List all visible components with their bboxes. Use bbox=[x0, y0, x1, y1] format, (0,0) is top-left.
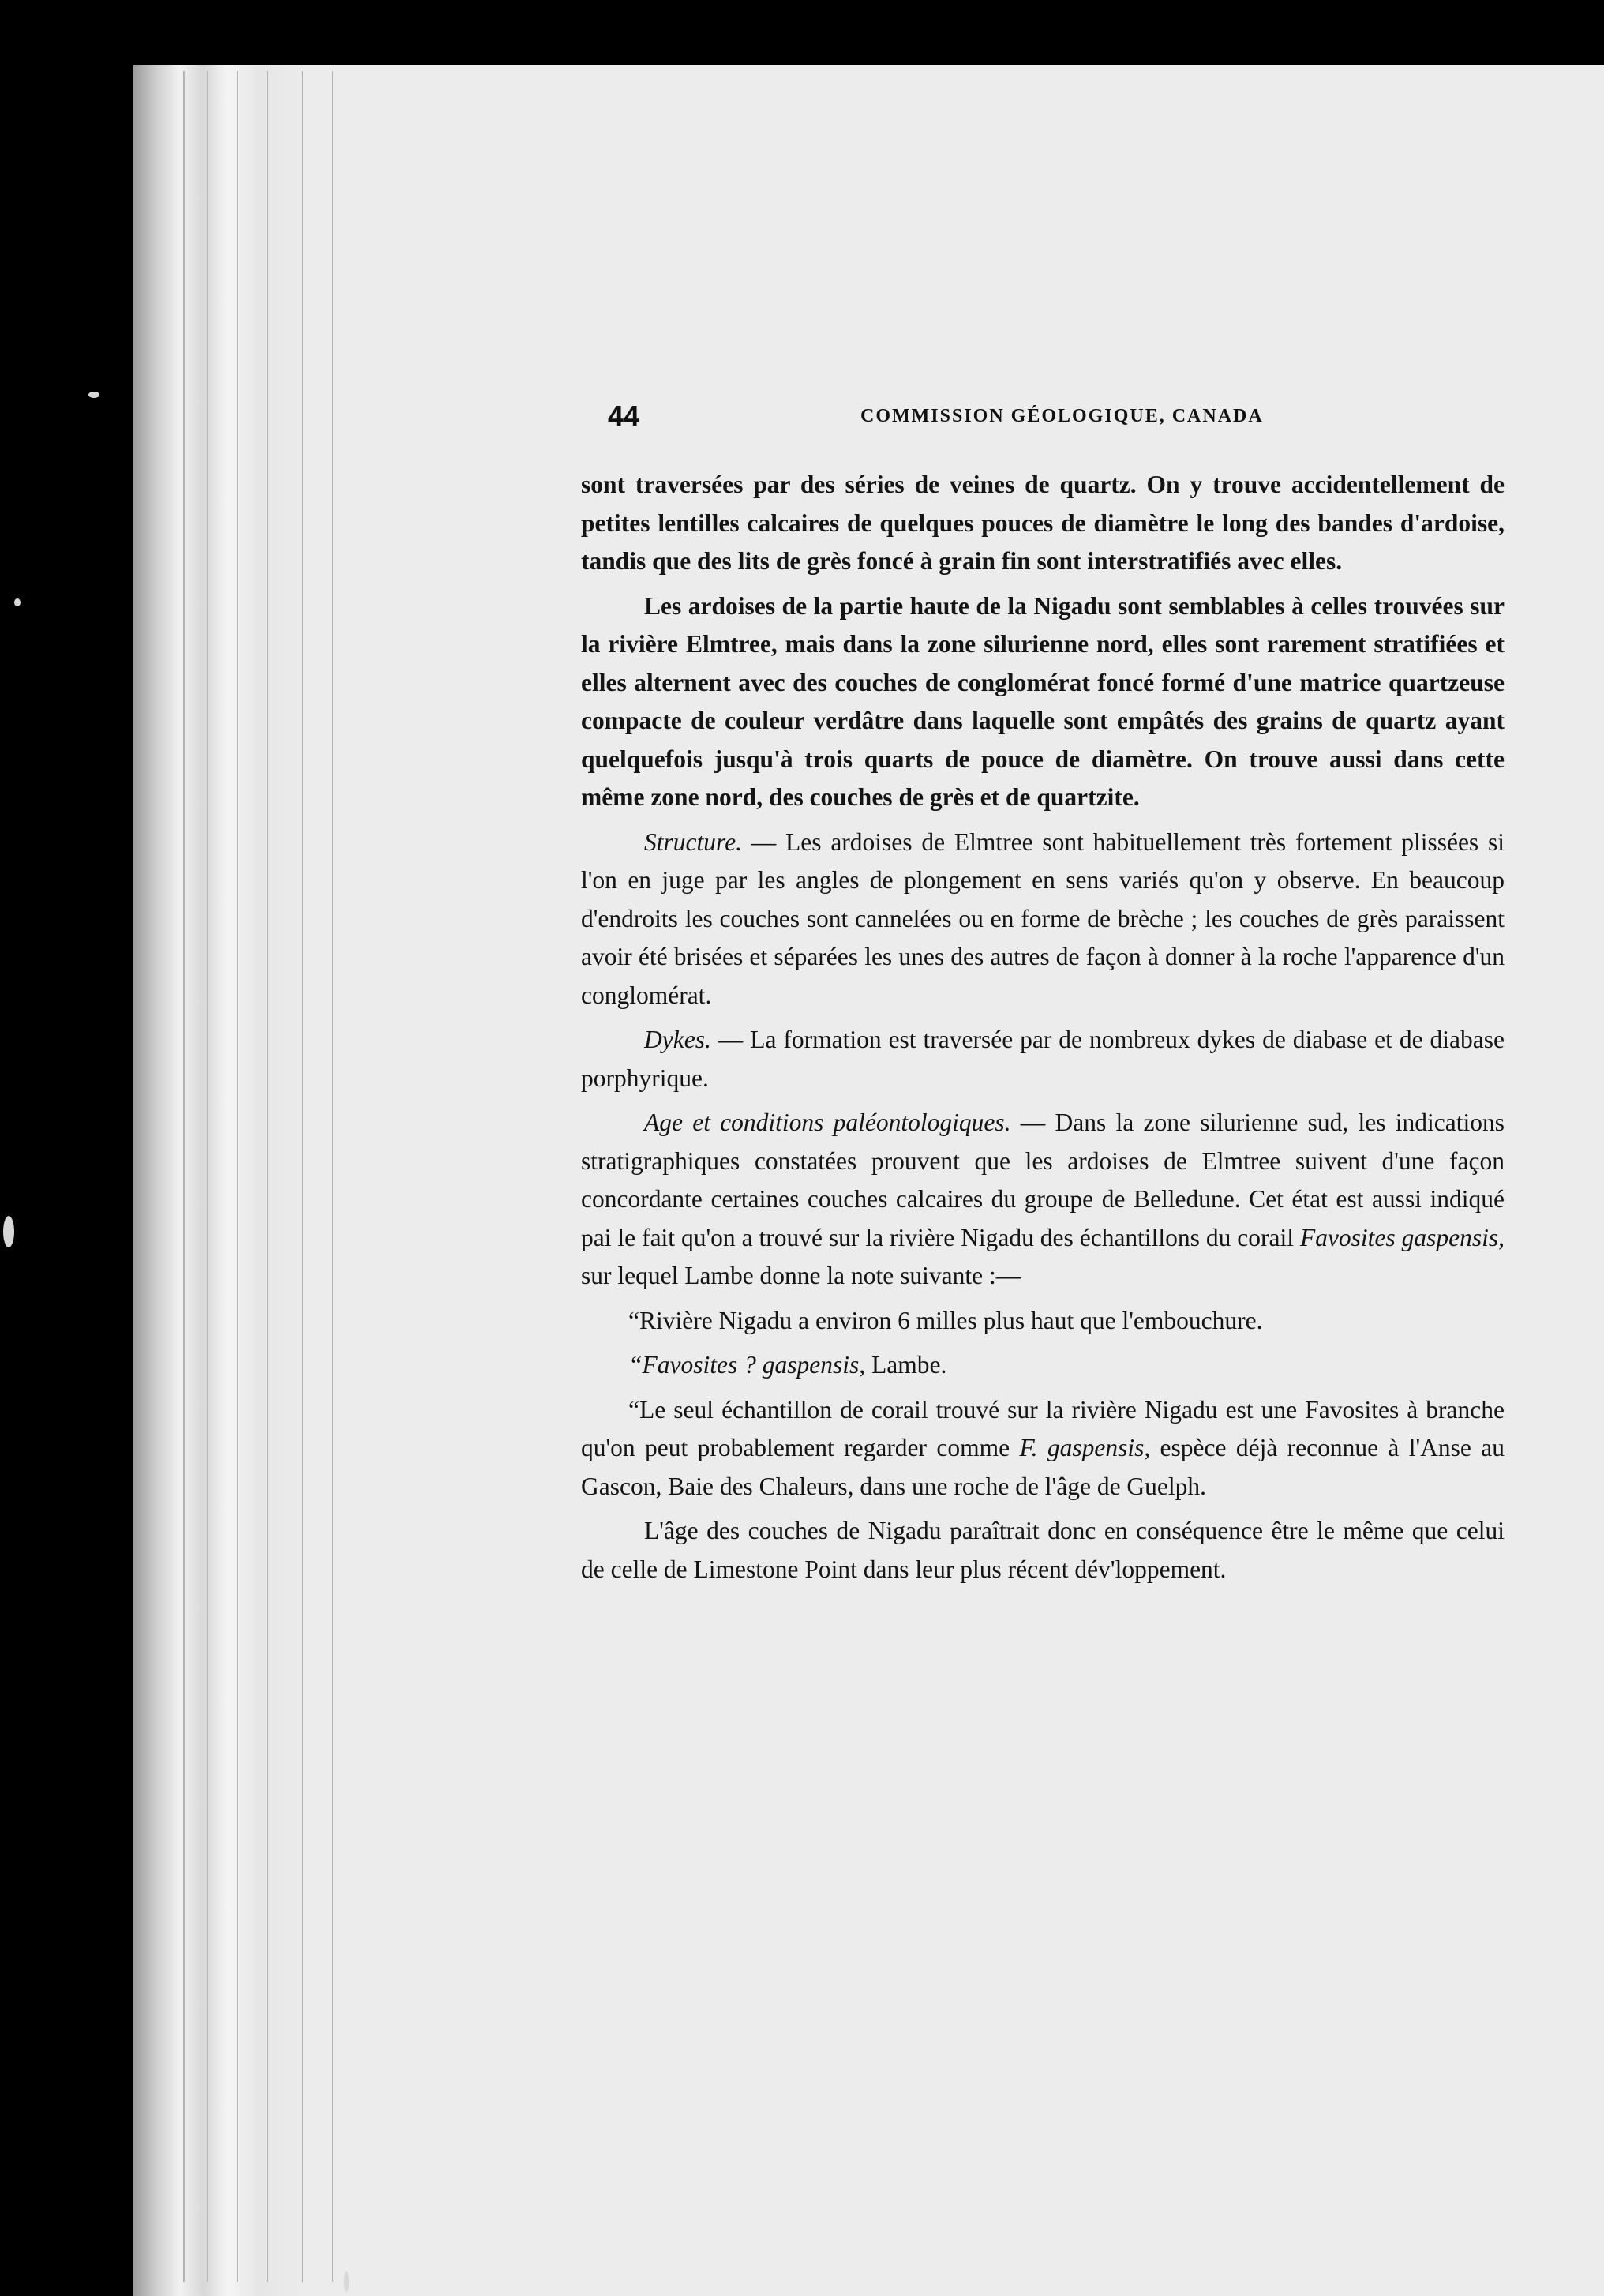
paragraph-dykes bbox=[581, 1021, 1505, 1097]
paragraph-text: “Rivière Nigadu a environ 6 milles plus haut que l'embouchure. bbox=[628, 1306, 1263, 1334]
paragraph-text: — La formation est traversée par de nombreux dykes de diabase et de diabase porphyrique. bbox=[581, 1026, 1505, 1092]
paragraph-text: Les ardoises de la partie haute de la Nigadu sont semblables à celles trouvées sur la rivière Elmtree, mais dans la zone silurienne nord, elles sont rarement stratifiées et elles alternent avec des couches de conglomérat foncé formé d'une matrice quartzeuse compacte de couleur verdâtre dans laquelle sont empâtés des grains de quartz ayant quelquefois jusqu'à trois quarts de pouce de diamètre. On trouve aussi dans cette même zone nord, des couches de grès et de quartzite. bbox=[581, 591, 1505, 811]
paragraph-text: sur lequel Lambe donne la note suivante :— bbox=[581, 1262, 1021, 1289]
quote-line bbox=[581, 1346, 1505, 1385]
paragraph-text: sont traversées par des séries de veines de quartz. On y trouve accidentellement de petites lentilles calcaires de quelques pouces de diamètre le long des bandes d'ardoise, tandis que des lits de grès foncé à grain fin sont interstratifiés avec elles. bbox=[581, 471, 1505, 575]
gutter-line bbox=[183, 71, 185, 2282]
scan-speck bbox=[344, 2271, 349, 2293]
section-heading: Dykes. bbox=[644, 1026, 711, 1053]
paragraph-text: Lambe. bbox=[865, 1351, 947, 1379]
gutter-line bbox=[302, 71, 303, 2282]
gutter-line bbox=[237, 71, 238, 2282]
paragraph bbox=[581, 1512, 1505, 1589]
paragraph-text: — Les ardoises de Elmtree sont habituellement très fortement plissées si l'on en juge par les angles de plongement en sens variés qu'on y observe. En beaucoup d'endroits les couches sont cannelées ou en forme de brèche ; les couches de grès paraissent avoir été brisées et séparées les unes des autres de façon à donner à la roche l'apparence d'un conglomérat. bbox=[581, 827, 1505, 1009]
scan-speck bbox=[88, 392, 99, 398]
body-text bbox=[581, 466, 1505, 1589]
running-title: COMMISSION GÉOLOGIQUE, CANADA bbox=[860, 406, 1264, 426]
gutter-line bbox=[207, 71, 208, 2282]
page-header bbox=[608, 400, 1508, 439]
scan-speck bbox=[3, 1216, 14, 1247]
page-number: 44 bbox=[608, 400, 640, 432]
section-heading: Age et conditions paléontologiques. bbox=[644, 1109, 1011, 1136]
paragraph bbox=[581, 587, 1505, 817]
scan-speck bbox=[14, 598, 21, 606]
paragraph-text: “Le seul échantillon de corail trouvé sur la rivière Nigadu est une Favosites à branche qu'on peut probablement regarder comme bbox=[581, 1395, 1505, 1461]
species-name: “Favosites ? gaspensis, bbox=[628, 1351, 866, 1379]
gutter-line bbox=[332, 71, 333, 2282]
paragraph-text: — Dans la zone silurienne sud, les indications stratigraphiques constatées prouvent que les ardoises de Elmtree suivent d'une façon concordante certaines couches calcaires du groupe de Belledune. Cet état est aussi indiqué pai le fait qu'on a trouvé sur la rivière Nigadu des échantillons du corail bbox=[581, 1109, 1505, 1251]
species-name: Favosites gaspensis, bbox=[1299, 1223, 1505, 1251]
quote-line bbox=[581, 1302, 1505, 1341]
section-heading: Structure. bbox=[644, 827, 742, 856]
species-name: F. gaspensis, bbox=[1019, 1434, 1151, 1461]
paragraph-structure bbox=[581, 823, 1505, 1015]
page-gutter bbox=[133, 65, 354, 2296]
paragraph-age bbox=[581, 1104, 1505, 1296]
quote-paragraph bbox=[581, 1391, 1505, 1506]
gutter-line bbox=[267, 71, 268, 2282]
paragraph bbox=[581, 466, 1505, 581]
paragraph-text: espèce déjà reconnue à l'Anse au Gascon, Baie des Chaleurs, dans une roche de l'âge de Guelph. bbox=[581, 1434, 1505, 1500]
paragraph-text: L'âge des couches de Nigadu paraîtrait donc en conséquence être le même que celui de celle de Limestone Point dans leur plus récent dév'loppement. bbox=[581, 1517, 1505, 1583]
